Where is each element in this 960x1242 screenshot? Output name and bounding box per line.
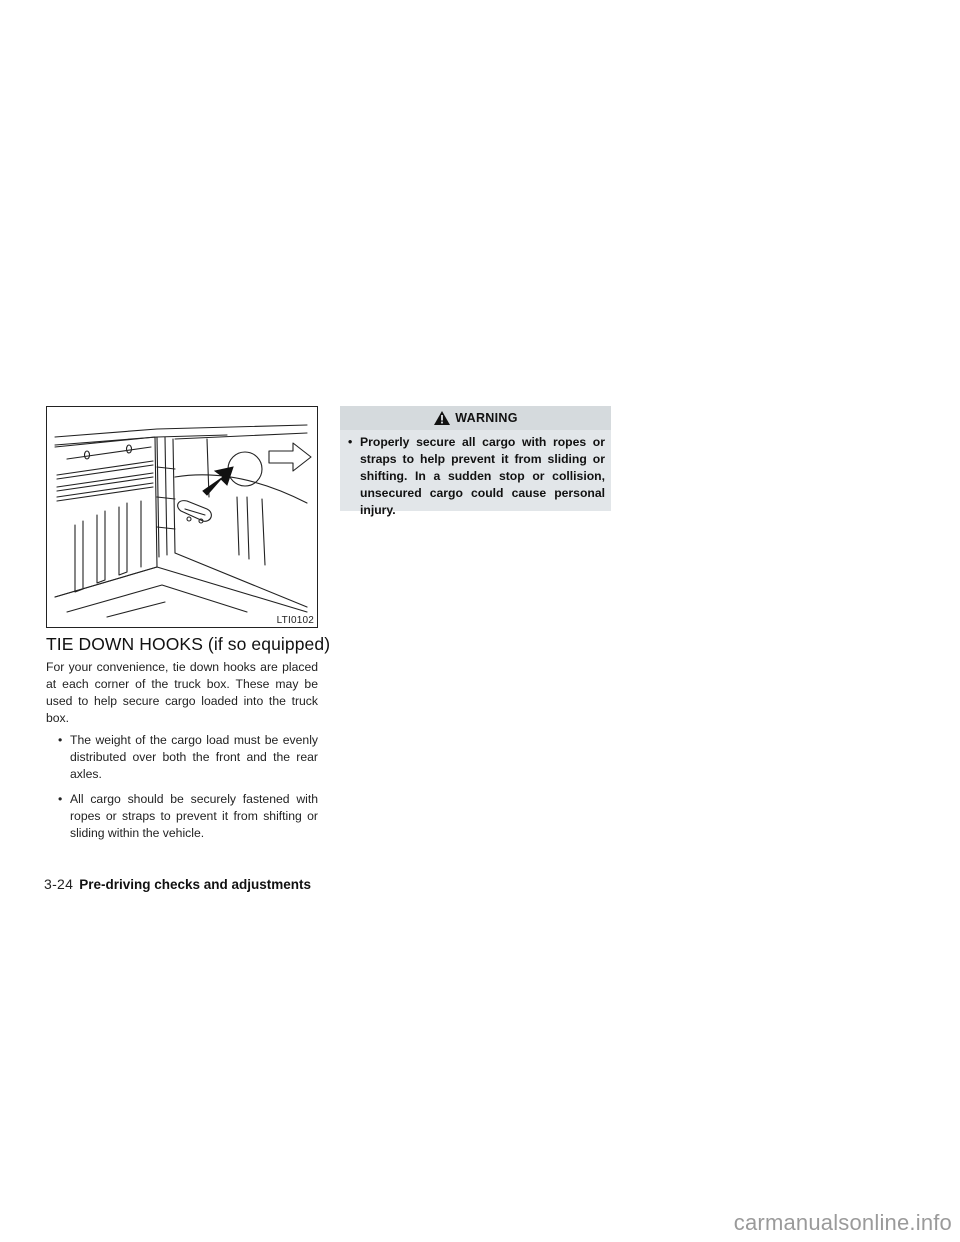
bullet-text: The weight of the cargo load must be evenly distributed over both the front and the rear axles. bbox=[70, 733, 318, 781]
warning-item bbox=[340, 430, 611, 519]
list-item bbox=[46, 732, 318, 783]
warning-text: Properly secure all cargo with ropes or straps to help prevent it from sliding or shifting. In a sudden stop or collision, unsecured cargo could cause personal injury. bbox=[360, 435, 605, 517]
chapter-title: Pre-driving checks and adjustments bbox=[79, 877, 312, 892]
warning-triangle-icon bbox=[433, 410, 451, 426]
bullet-glyph: • bbox=[58, 792, 63, 806]
intro-paragraph: For your convenience, tie down hooks are placed at each corner of the truck box. These may be used to help secure cargo loaded into the truck box. bbox=[46, 660, 318, 725]
section-title: TIE DOWN HOOKS (if so equipped) bbox=[46, 634, 331, 654]
tie-down-hook-drawing bbox=[47, 407, 317, 627]
page-footer bbox=[44, 876, 311, 892]
truck-bed-illustration bbox=[46, 406, 318, 628]
bullet-glyph: • bbox=[348, 435, 353, 449]
warning-box bbox=[340, 406, 611, 517]
bullet-glyph: • bbox=[58, 733, 63, 747]
list-item bbox=[46, 791, 318, 842]
bullet-text: All cargo should be securely fastened with ropes or straps to prevent it from shifting or sliding within the vehicle. bbox=[70, 792, 318, 840]
watermark: carmanualsonline.info bbox=[733, 1210, 952, 1235]
warning-title: WARNING bbox=[455, 411, 518, 425]
figure-code: LTI0102 bbox=[276, 615, 314, 626]
warning-header bbox=[340, 406, 611, 430]
page-number: 3-24 bbox=[44, 876, 74, 892]
bullet-list bbox=[46, 732, 318, 850]
